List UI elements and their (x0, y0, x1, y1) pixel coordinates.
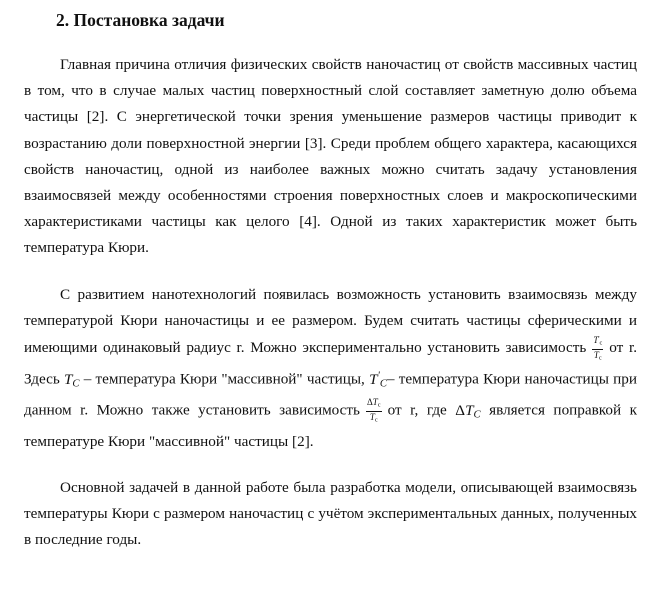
paragraph-1: Главная причина отличия физических свойств наночастиц от свойств массивных частиц в том, что в случае малых частиц поверхностный слой составляет заметную долю объема частицы [2]. С энергетической точки зрения уменьшение размеров частицы приводит к возрастанию доли поверхностной энергии [3]. Среди проблем общего характера, касающихся свойств наночастиц, одной из наиболее важных можно считать задачу установления взаимосвязей между особенностями строения поверхностных слоев и макроскопическими характеристиками частицы как целого [4]. Одной из таких характеристик может быть температура Кюри. (24, 56, 637, 257)
p2-text-2: от r. Здесь (24, 339, 637, 388)
symbol-tc: $T_C$ (63, 370, 80, 390)
symbol-delta-tc: $\Delta T_C$ (455, 402, 481, 421)
p2-text-4: – температура Кюри наночастицы при данном r. Можно также установить зависимость (24, 370, 637, 420)
symbol-tc-prime: $T'_C$ (369, 370, 387, 390)
paragraph-3: Основной задачей в данной работе была разработка модели, описывающей взаимосвязь температуры Кюри с размером наночастиц с учётом экспериментальных данных, полученных в последние годы. (24, 479, 637, 549)
paragraph-2 (24, 282, 637, 455)
fraction-denominator: $T_c$ (593, 349, 602, 362)
p2-text-3: – температура Кюри "массивной" частицы, (83, 370, 365, 388)
fraction-numerator: $\Delta T_c$ (366, 397, 382, 412)
section-title: 2. Постановка задачи (56, 10, 225, 30)
fraction-tc-prime-over-tc (592, 334, 603, 363)
fraction-delta-tc-over-tc (366, 397, 382, 425)
fraction-numerator: $T'_c$ (592, 334, 603, 350)
p2-text-6: является поправкой к температуре Кюри "массивной" частицы [2]. (24, 402, 637, 450)
p2-text-5: от r, где (387, 402, 447, 420)
fraction-denominator: $T_c$ (369, 412, 378, 424)
document-page (24, 8, 637, 554)
p2-text-1: С развитием нанотехнологий появилась возможность установить взаимосвязь между температурой Кюри наночастицы и ее размером. Будем считать частицы сферическими и имеющими одинаковый радиус r. Можно экспериментально установить зависимость (24, 285, 637, 357)
